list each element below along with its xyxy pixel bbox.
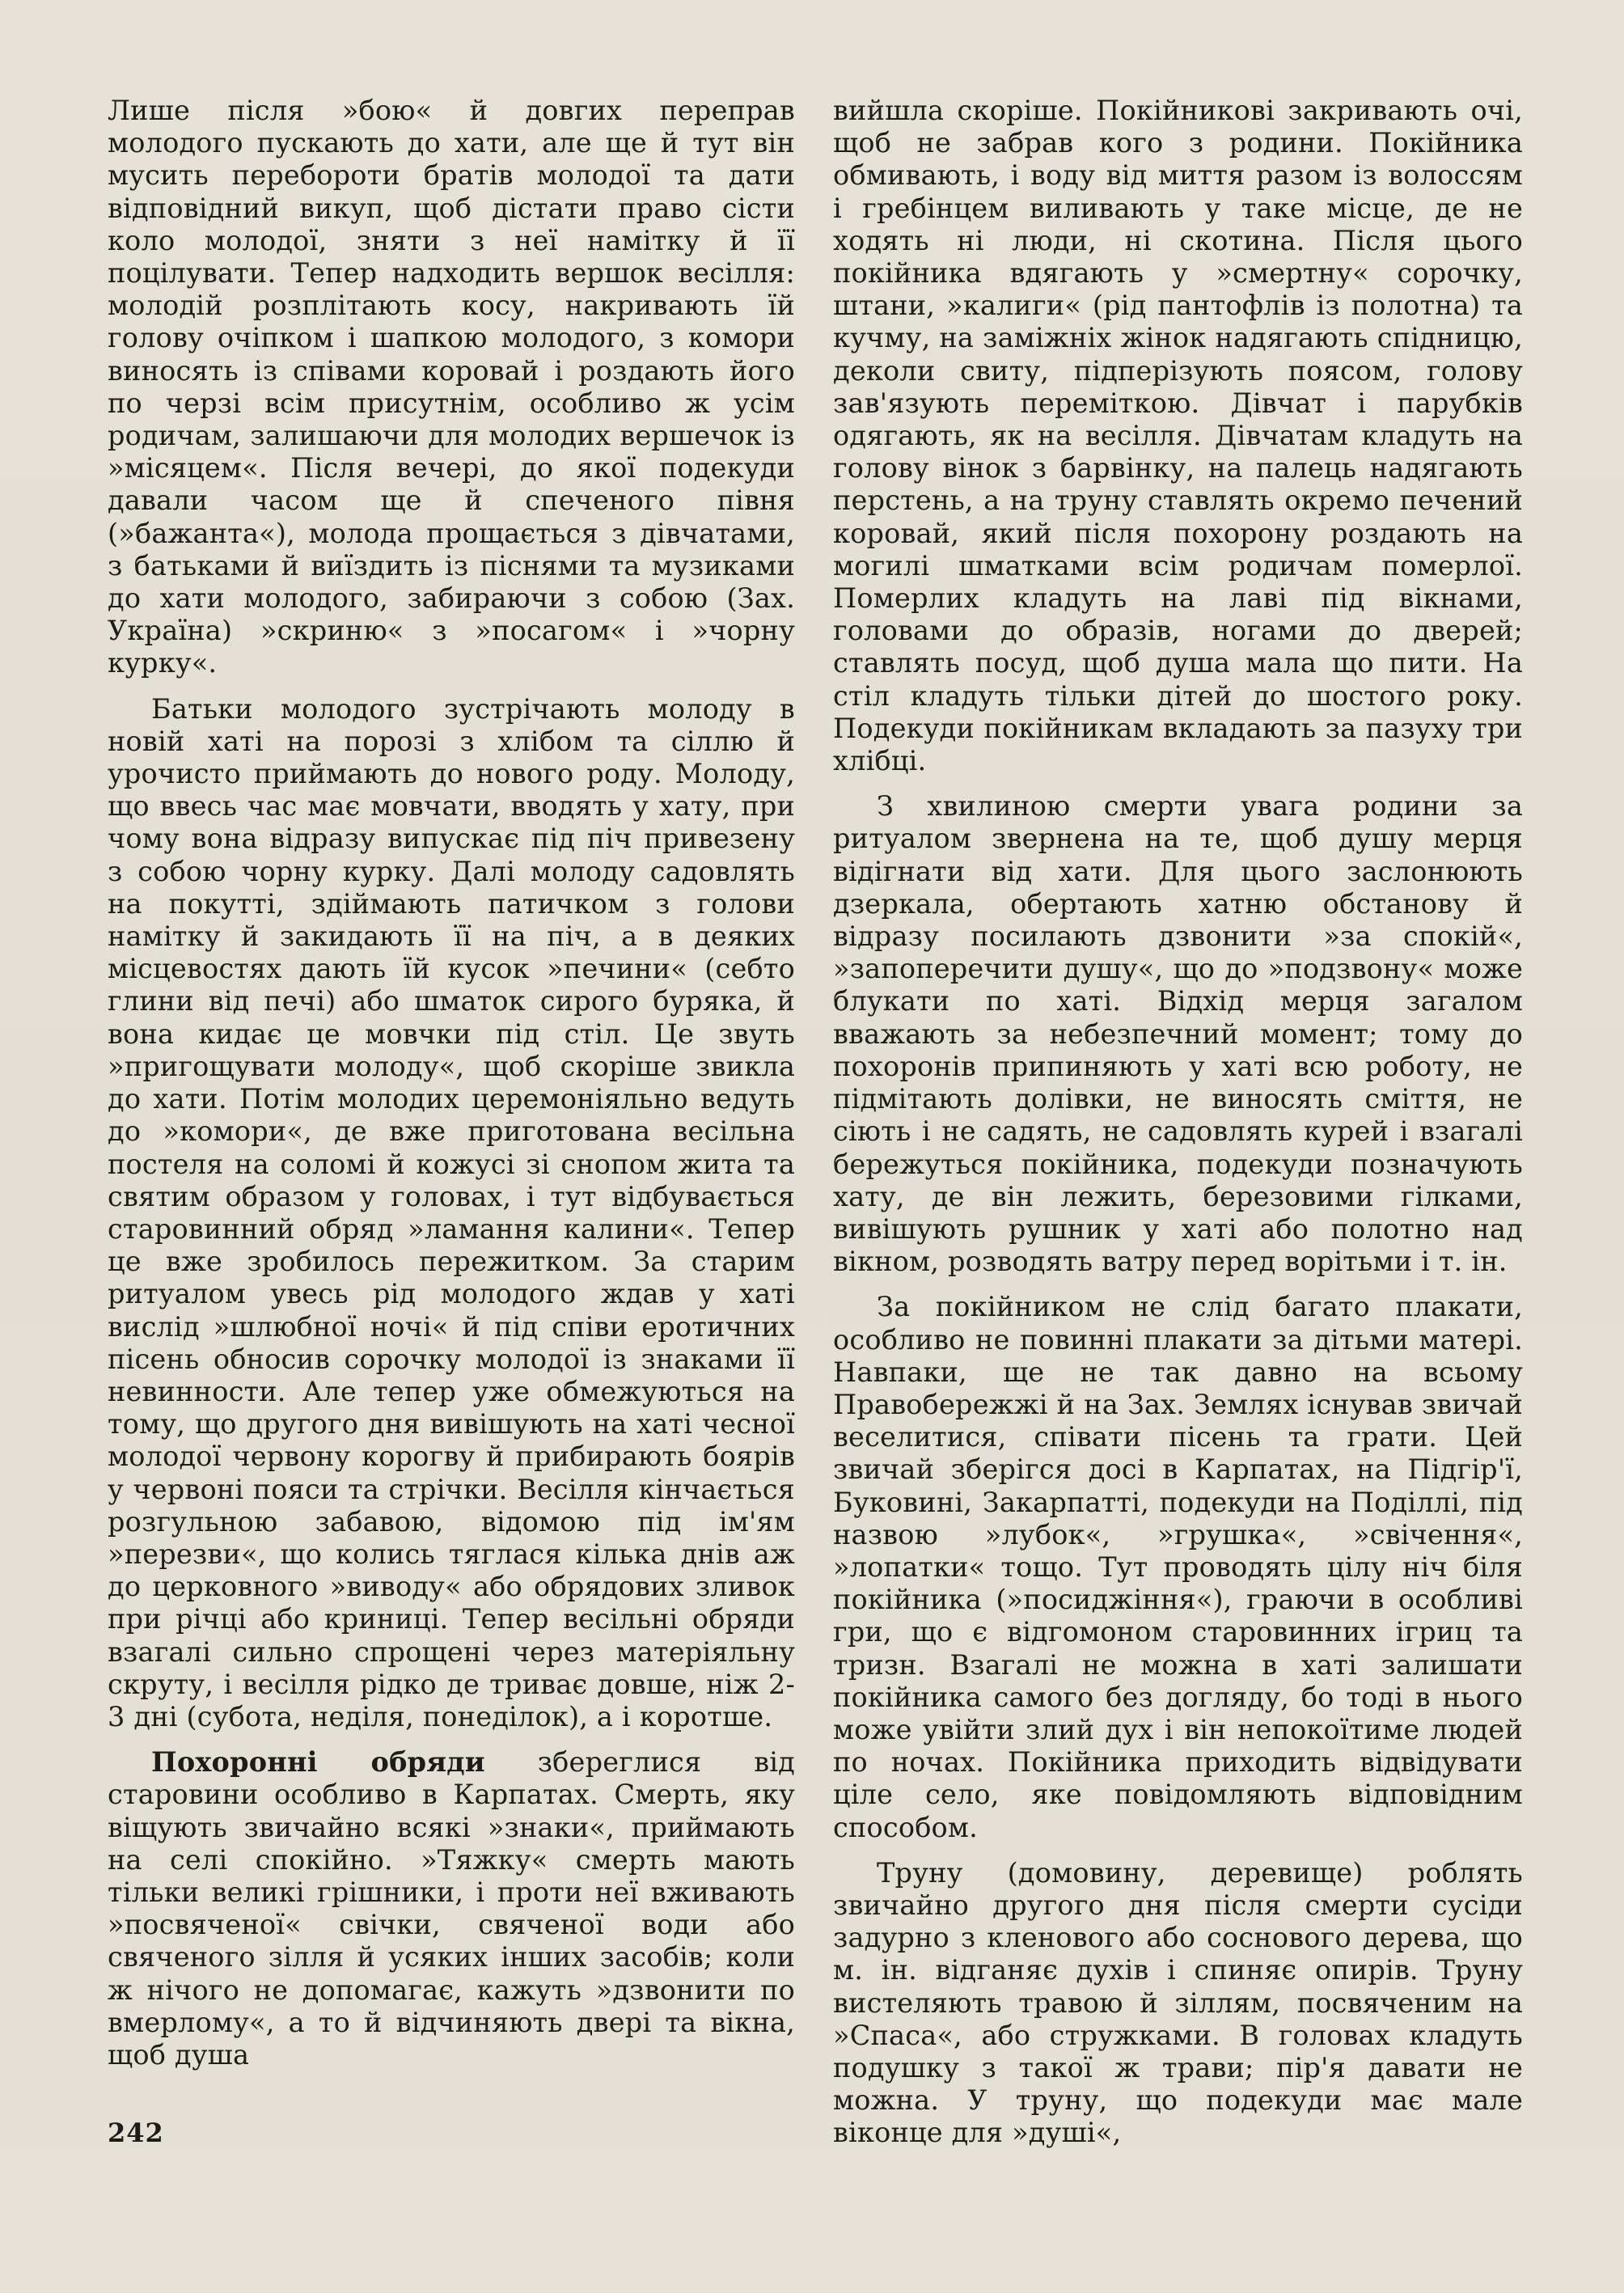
paragraph xyxy=(108,95,795,680)
paragraph xyxy=(833,1857,1523,2150)
paragraph-text: З хвилиною смерти увага родини за ритуалом звернена на те, щоб душу мерця відігнати від хати. Для цього заслонюють дзеркала, обертають хатню обстанову й відразу посилають дзвонити »за спокій«, »запоперечити душу«, що до »подзвону« може блукати по хаті. Відхід мерця загалом вважають за небезпечний момент; тому до похоронів припиняють у хаті всю роботу, не підмітають долівки, не виносять сміття, не сіють і не садять, не садовлять курей і взагалі бережуться покійника, подекуди позначують хату, де він лежить, березовими гілками, вивішують рушник у хаті або полотно над вікном, розводять ватру перед ворітьми і т. ін. xyxy=(833,790,1523,1278)
right-column xyxy=(833,95,1523,2163)
paragraph xyxy=(833,95,1523,777)
paragraph-text: Труну (домовину, деревище) роблять звичайно другого дня після смерти сусіди задурно з кленового або соснового дерева, що м. ін. відганяє духів і спиняє опирів. Труну вистеляють травою й зіллям, посвяченим на »Спаса«, або стружками. В головах кладуть подушку з такої ж трави; пір'я давати не можна. У труну, що подекуди має мале віконце для »душі«, xyxy=(833,1856,1523,2149)
section-heading-funeral-rites: Похоронні обряди xyxy=(151,1746,485,1779)
paragraph-text: вийшла скоріше. Покійникові закривають очі, щоб не забрав кого з родини. Покійника обмивають, і воду від миття разом із волоссям і гребінцем виливають у таке місце, де не ходять ні люди, ні скотина. Після цього покійника вдягають у »смертну« сорочку, штани, »калиги« (рід пантофлів із полотна) та кучму, на заміжніх жінок надягають спідницю, деколи свиту, підперізують поясом, голову зав'язують переміткою. Дівчат і парубків одягають, як на весілля. Дівчатам кладуть на голову вінок з барвінку, на палець надягають перстень, а на труну ставлять окремо печений коровай, який після похорону роздають на могилі шматками всім родичам померлої. Померлих кладуть на лаві під вікнами, головами до образів, ногами до дверей; ставлять посуд, щоб душа мала що пити. На стіл кладуть тільки дітей до шостого року. Подекуди покійникам вкладають за пазуху три хлібці. xyxy=(833,95,1523,777)
paragraph-text: збереглися від старовини особливо в Карпатах. Смерть, яку віщують звичайно всякі »знаки«, приймають на селі спокійно. »Тяжку« смерть мають тільки великі грішники, і проти неї вживають »посвяченої« свічки, свяченої води або свяченого зілля й усяких інших засобів; коли ж нічого не допомагає, кажуть »дзвонити по вмерлому«, а то й відчиняють двері та вікна, щоб душа xyxy=(108,1746,796,2071)
page-number: 242 xyxy=(108,2117,164,2148)
paragraph xyxy=(108,693,795,1734)
paragraph xyxy=(833,1291,1523,1843)
paragraph-text: Батьки молодого зустрічають молоду в новій хаті на порозі з хлібом та сіллю й урочисто приймають до нового роду. Молоду, що ввесь час має мовчати, вводять у хату, при чому вона відразу випускає під піч привезену з собою чорну курку. Далі молоду садовлять на покутті, здіймають патичком з голови намітку й закидають її на піч, а в деяких місцевостях дають їй кусок »печини« (себто глини від печі) або шматок сирого буряка, й вона кидає це мовчки під стіл. Це звуть »пригощувати молоду«, щоб скоріше звикла до хати. Потім молодих церемоніяльно ведуть до »комори«, де вже приготована весільна постеля на соломі й кожусі зі снопом жита та святим образом у головах, і тут відбувається старовинний обряд »ламання калини«. Тепер це вже зробилось пережитком. За старим ритуалом увесь рід молодого ждав у хаті вислід »шлюбної ночі« й під співи еротичних пісень обносив сорочку молодої із знаками її невинности. Але тепер уже обмежуються на тому, що другого дня вивішують на хаті чесної молодої червону корогву й прибирають боярів у червоні пояси та стрічки. Весілля кінчається розгульною забавою, відомою під ім'ям »перезви«, що колись тяглася кілька днів аж до церковного »виводу« або обрядових зливок при річці або криниці. Тепер весільні обряди взагалі сильно спрощені через матеріяльну скруту, і весілля рідко де триває довше, ніж 2-3 дні (субота, неділя, понеділок), а і коротше. xyxy=(108,692,795,1732)
paragraph-text: За покійником не слід багато плакати, особливо не повинні плакати за дітьми матері. Навпаки, ще не так давно на всьому Правобережжі й на Зах. Землях існував звичай веселитися, співати пісень та грати. Цей звичай зберігся досі в Карпатах, на Підгір'ї, Буковині, Закарпатті, подекуди на Поділлі, під назвою »лубок«, »грушка«, »свічення«, »лопатки« тощо. Тут проводять цілу ніч біля покійника (»посиджіння«), граючи в особливі гри, що є відгомоном старовинних ігриц та тризн. Взагалі не можна в хаті залишати покійника самого без догляду, бо тоді в нього може увійти злий дух і він непокоїтиме людей по ночах. Покійника приходить відвідувати ціле село, яке повідомляють відповідним способом. xyxy=(833,1291,1523,1843)
paragraph xyxy=(108,1746,795,2071)
paragraph-text: Лише після »бою« й довгих переправ молодого пускають до хати, але ще й тут він мусить перебороти братів молодої та дати відповідний викуп, щоб дістати право сісти коло молодої, зняти з неї намітку й її поцілувати. Тепер надходить вершок весілля: молодій розплітають косу, накривають їй голову очіпком і шапкою молодого, з комори виносять із співами коровай і роздають його по черзі всім присутнім, особливо ж усім родичам, залишаючи для молодих вершечок із »місяцем«. Після вечері, до якої подекуди давали часом ще й спеченого півня (»бажанта«), молода прощається з дівчатами, з батьками й виїздить із піснями та музиками до хати молодого, забираючи з собою (Зах. Україна) »скриню« з »посагом« і »чорну курку«. xyxy=(108,95,795,679)
paragraph xyxy=(833,790,1523,1278)
left-column xyxy=(108,95,795,2084)
